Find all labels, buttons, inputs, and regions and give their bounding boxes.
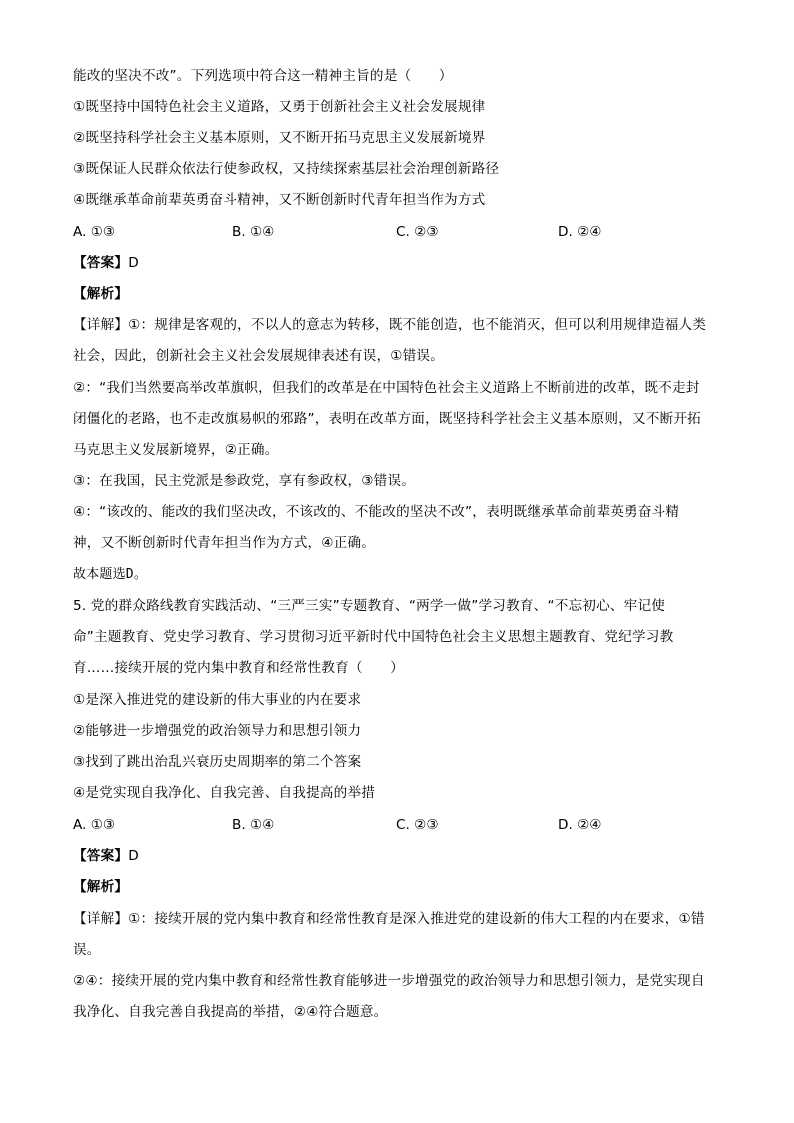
q4-item-2: ②既坚持科学社会主义基本原则，又不断开拓马克思主义发展新境界 [73, 130, 486, 146]
q4-detail-line: 闭僵化的老路，也不走改旗易帜的邪路”，表明在改革方面，既坚持科学社会主义基本原则，又不断开拓 [73, 411, 701, 427]
q4-analysis-label: 【解析】 [73, 286, 129, 302]
q5-detail-line: 【详解】①：接续开展的党内集中教育和经常性教育是深入推进党的建设新的伟大工程的内在要求，①错 [73, 911, 705, 927]
answer-value: D [128, 255, 139, 271]
q4-answer [73, 253, 139, 273]
q5-stem-line: 命”主题教育、党史学习教育、学习贯彻习近平新时代中国特色社会主义思想主题教育、党纪学习教 [73, 629, 674, 645]
q4-detail-line: 马克思主义发展新境界，②正确。 [73, 442, 279, 458]
q4-detail-line: 社会，因此，创新社会主义社会发展规律表述有误，①错误。 [73, 348, 445, 364]
q5-item-3: ③找到了跳出治乱兴衰历史周期率的第二个答案 [73, 754, 362, 770]
q5-analysis-label: 【解析】 [73, 879, 129, 895]
answer-label: 【答案】 [73, 255, 129, 271]
q4-option-b: B. ①④ [232, 224, 275, 240]
q4-detail-line: 【详解】①：规律是客观的，不以人的意志为转移，既不能创造，也不能消灭，但可以利用规律造福人类 [73, 317, 707, 333]
q4-detail-line: 神，又不断创新时代青年担当作为方式，④正确。 [73, 535, 376, 551]
q4-conclusion: 故本题选D。 [73, 567, 148, 582]
q5-detail-line: ②④：接续开展的党内集中教育和经常性教育能够进一步增强党的政治领导力和思想引领力，是党实现自 [73, 973, 705, 989]
q5-item-4: ④是党实现自我净化、自我完善、自我提高的举措 [73, 785, 376, 801]
q5-option-d: D. ②④ [558, 817, 602, 833]
q4-item-1: ①既坚持中国特色社会主义道路，又勇于创新社会主义社会发展规律 [73, 99, 486, 115]
q4-option-c: C. ②③ [396, 224, 439, 240]
q5-answer [73, 846, 139, 866]
q4-item-4: ④既继承革命前辈英勇奋斗精神，又不断创新时代青年担当作为方式 [73, 192, 486, 208]
q5-stem-line: 5. 党的群众路线教育实践活动、“三严三实”专题教育、“两学一做”学习教育、“不忘初心、牢记使 [73, 598, 666, 614]
q4-detail-line: ②：“我们当然要高举改革旗帜，但我们的改革是在中国特色社会主义道路上不断前进的改革，既不走封 [73, 380, 700, 396]
answer-value: D [128, 848, 139, 864]
q5-option-c: C. ②③ [396, 817, 439, 833]
q4-detail-line: ③：在我国，民主党派是参政党，享有参政权，③错误。 [73, 473, 416, 489]
q4-option-a: A. ①③ [73, 224, 116, 240]
q5-detail-line: 我净化、自我完善自我提高的举措，②④符合题意。 [73, 1004, 388, 1020]
q4-stem-tail: 能改的坚决不改”。下列选项中符合这一精神主旨的是（ ） [73, 68, 453, 84]
q5-detail-line: 误。 [73, 942, 101, 958]
q4-detail-line: ④：“该改的、能改的我们坚决改，不该改的、不能改的坚决不改”，表明既继承革命前辈英勇奋斗精 [73, 504, 680, 520]
q5-option-b: B. ①④ [232, 817, 275, 833]
q5-stem-line: 育……接续开展的党内集中教育和经常性教育（ ） [73, 660, 405, 676]
q5-item-1: ①是深入推进党的建设新的伟大事业的内在要求 [73, 692, 362, 708]
q5-item-2: ②能够进一步增强党的政治领导力和思想引领力 [73, 723, 362, 739]
answer-label: 【答案】 [73, 848, 129, 864]
q4-option-d: D. ②④ [558, 224, 602, 240]
q4-item-3: ③既保证人民群众依法行使参政权，又持续探索基层社会治理创新路径 [73, 161, 500, 177]
q5-option-a: A. ①③ [73, 817, 116, 833]
